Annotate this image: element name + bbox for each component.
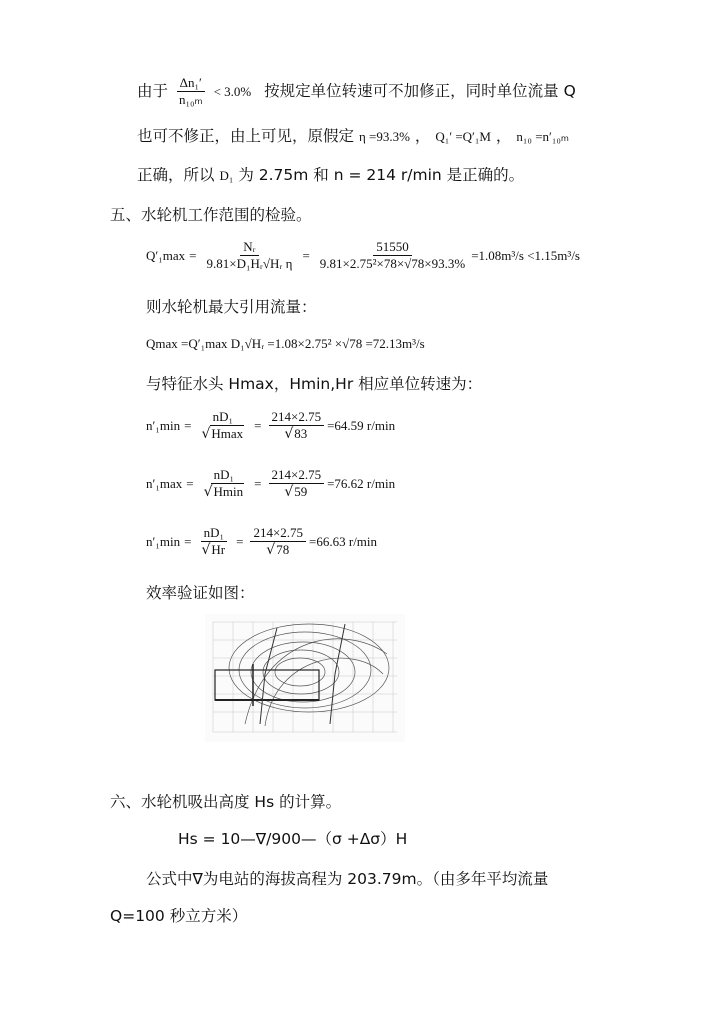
figure-background [205,614,405,742]
qmax-lhs: Q′₁max [146,247,186,263]
qmax-equation: Q′₁max = $\frac{\text{Nᵣ}}{\text{9.81×D₁Hᵣ√Hᵣ η}}$ = $\frac{51550}{\text{9.81×2.75²×78×√78×93.3\%}}$ =1.08m³/s <1.15m³/s [146,239,580,271]
section5-heading: 五、水轮机工作范围的检验。 [110,206,312,224]
text-lead: 由于 [137,82,169,100]
qmax-result: =1.08m³/s <1.15m³/s [471,247,580,263]
speed-equation-1: n′₁min = $\frac{\text{nD₁}}{√Hmax}$ = $\frac{214\times 2.75}{√83}$ =64.59 r/min [146,409,396,442]
speed-equation-3: n′₁min = $\frac{\text{nD₁}}{√Hr}$ = $\frac{214\times 2.75}{√78}$ =66.63 r/min [146,525,378,558]
condition-value: < 3.0% [213,84,252,99]
para1-line3 [137,165,524,186]
speed-equation-2: n′₁max = $\frac{\text{nD₁}}{√Hmin}$ = $\frac{214\times 2.75}{√59}$ =76.62 r/min [146,467,396,500]
hs-formula: Hs = 10—∇/900—（σ +Δσ）H [178,830,408,848]
text-a: 按规定单位转速可不加修正，同时单位流量 Q [264,82,576,100]
qmax-fraction-2: $\frac{51550}{\text{9.81×2.75²×78×√78×93.3\%}}$ [319,239,466,271]
para1-line2 [137,126,569,147]
q-equation: Q₁′ =Q′₁M [435,129,491,144]
speed-text: 与特征水头 Hmax，Hmin,Hr 相应单位转速为： [146,375,483,393]
separator: ， [495,127,512,145]
efficiency-text: 效率验证如图： [146,584,255,602]
section6-para-line1: 公式中∇为电站的海拔高程为 203.79m。（由多年平均流量 [146,870,549,888]
figure-caption-illegible [250,741,252,747]
separator: ， [414,127,431,145]
text-c-post: 为 2.75m 和 n = 214 r/min 是正确的。 [238,166,525,184]
qmax-flow-equation: Qmax =Q′₁max D₁√Hᵣ =1.08×2.75² ×√78 =72.13m³/s [146,336,425,351]
para1-line1 [137,76,576,107]
qmax-fraction-1: $\frac{\text{Nᵣ}}{\text{9.81×D₁Hᵣ√Hᵣ η}}$ [206,239,293,271]
n-equation: n₁₀ =n′₁₀ₘ [516,129,570,144]
efficiency-hill-chart-figure [205,614,405,742]
d1-symbol: D₁ [219,168,234,183]
section6-para-line2: Q=100 秒立方米） [110,907,248,925]
delta-n-fraction: $\frac{\text{Δn₁′}}{\text{n₁₀ₘ}}$ [176,76,206,107]
max-flow-text: 则水轮机最大引用流量： [146,298,317,316]
section6-heading: 六、水轮机吸出高度 Hs 的计算。 [110,793,342,811]
eta-equation: η =93.3% [358,129,410,144]
text-b: 也可不修正，由上可见，原假定 [137,127,355,145]
text-c-pre: 正确，所以 [137,166,215,184]
